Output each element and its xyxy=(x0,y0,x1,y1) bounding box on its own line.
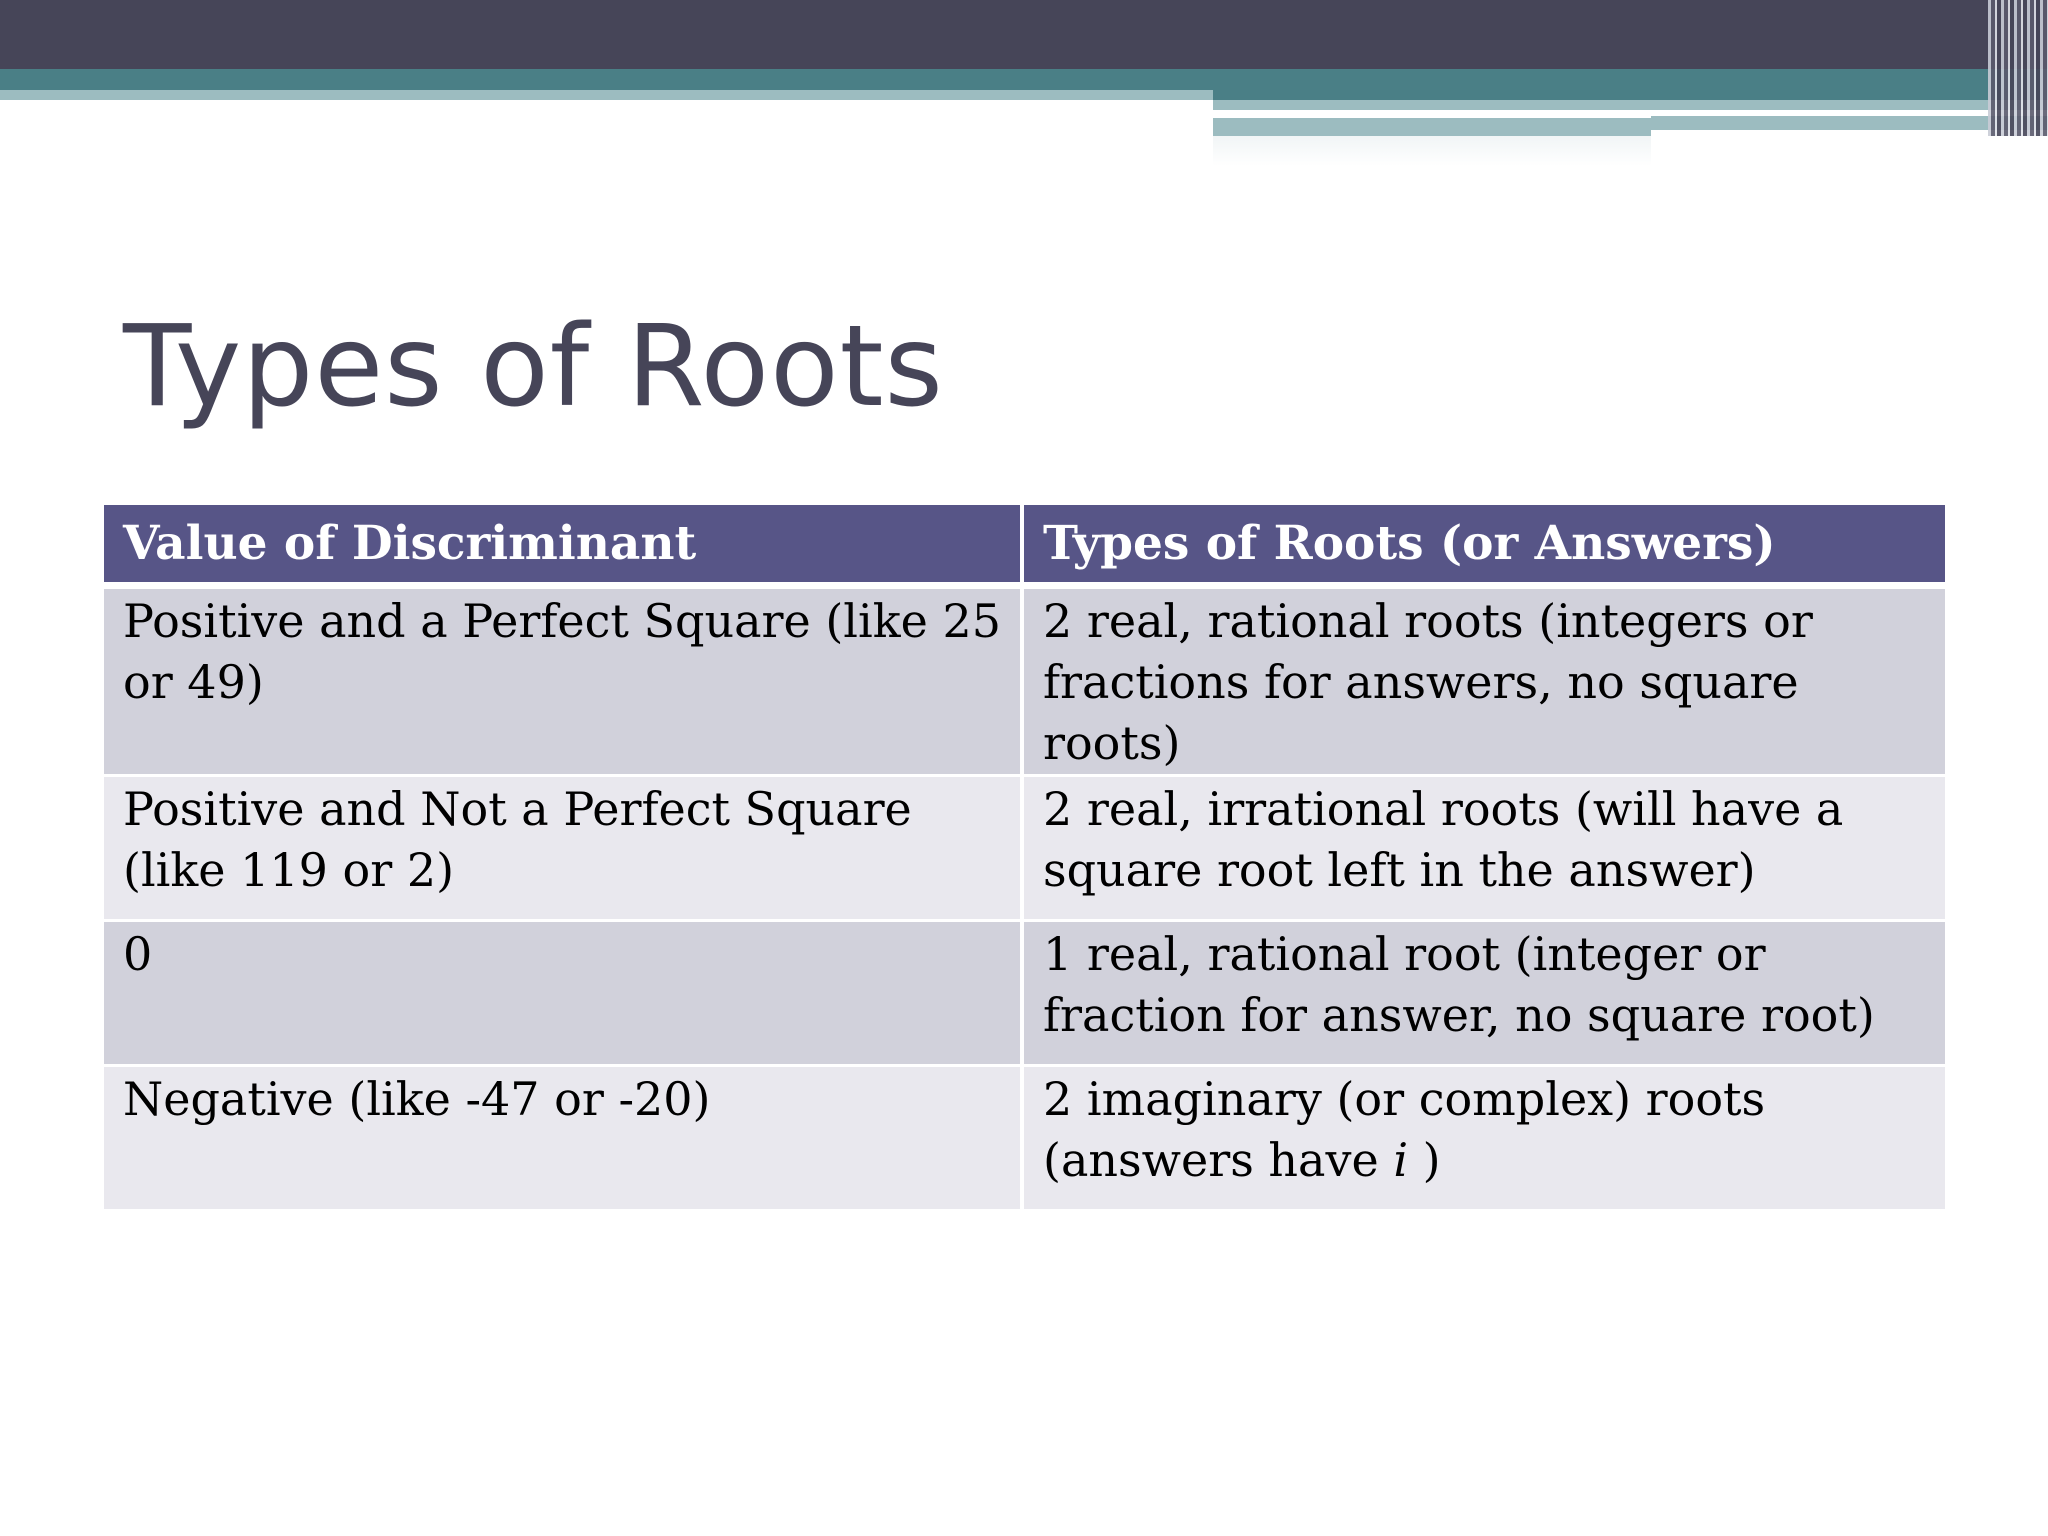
cell-discriminant: Positive and Not a Perfect Square (like 119 or 2) xyxy=(104,776,1022,921)
cell-discriminant: Positive and a Perfect Square (like 25 or 49) xyxy=(104,586,1022,776)
corner-stripes xyxy=(1988,0,2048,136)
cell-roots: 1 real, rational root (integer or fraction for answer, no square root) xyxy=(1022,921,1945,1066)
cell-discriminant: 0 xyxy=(104,921,1022,1066)
roots-text-suffix: ) xyxy=(1408,1133,1441,1187)
top-band-light-right-inner xyxy=(1213,118,1651,136)
table-header-row xyxy=(104,505,1945,586)
table-row xyxy=(104,921,1945,1066)
imaginary-unit-i: i xyxy=(1393,1133,1409,1187)
roots-table xyxy=(104,505,1945,1212)
top-band-teal-left xyxy=(0,69,1213,90)
top-band-teal-right xyxy=(1213,69,2048,100)
top-band-light-left xyxy=(0,90,1213,100)
slide-title: Types of Roots xyxy=(123,302,944,432)
top-band-light-right xyxy=(1213,100,2048,110)
top-band-dark xyxy=(0,0,2048,69)
table-row xyxy=(104,1066,1945,1211)
table-row xyxy=(104,586,1945,776)
cell-roots xyxy=(1022,1066,1945,1211)
table-row xyxy=(104,776,1945,921)
top-band-pale xyxy=(1213,136,1651,166)
header-roots: Types of Roots (or Answers) xyxy=(1022,505,1945,586)
header-discriminant: Value of Discriminant xyxy=(104,505,1022,586)
cell-roots: 2 real, rational roots (integers or fractions for answers, no square roots) xyxy=(1022,586,1945,776)
cell-discriminant: Negative (like -47 or -20) xyxy=(104,1066,1022,1211)
roots-text-prefix: 2 imaginary (or complex) roots (answers have xyxy=(1043,1072,1766,1187)
cell-roots: 2 real, irrational roots (will have a square root left in the answer) xyxy=(1022,776,1945,921)
